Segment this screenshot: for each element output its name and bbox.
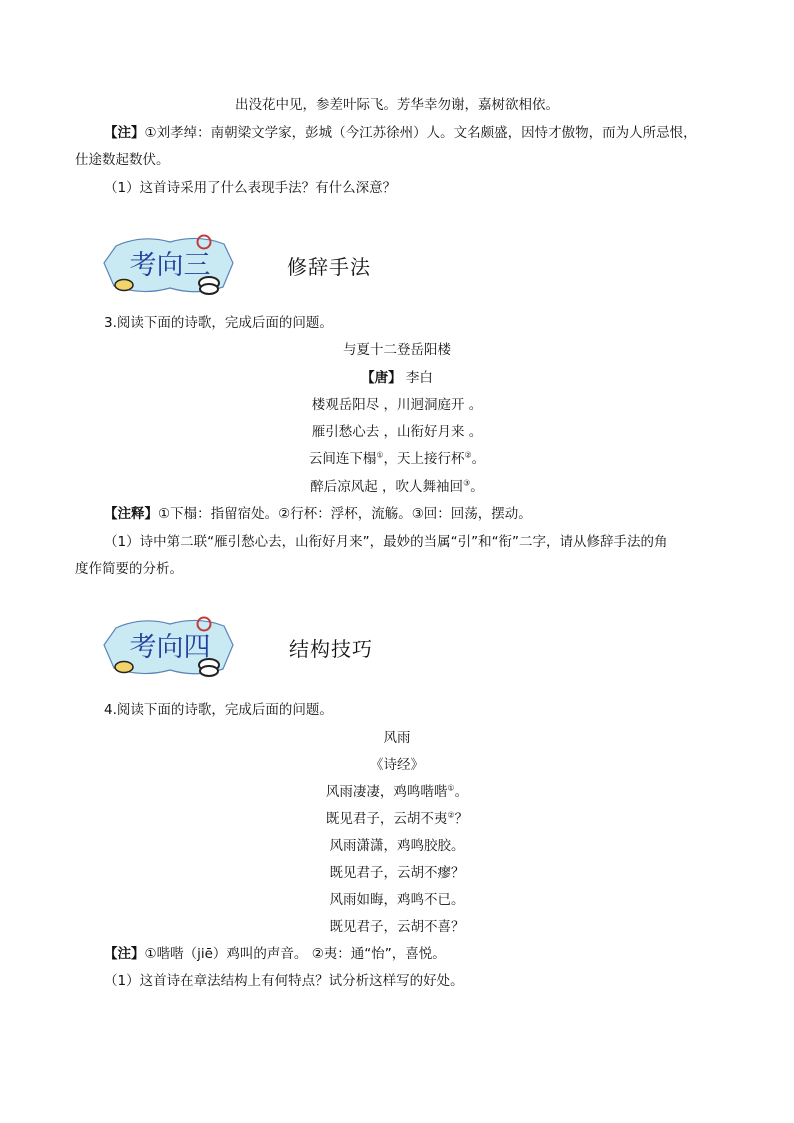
section-badge-3 — [102, 232, 237, 297]
poem-text: 。 — [471, 451, 486, 467]
note-label: 【注释】 — [104, 506, 158, 522]
footnote-mark: ① — [376, 450, 384, 460]
note-text: ①刘孝绰：南朝梁文学家，彭城（今江苏徐州）人。文名颇盛，因恃才傲物，而为人所忌恨， — [144, 125, 697, 141]
note — [104, 945, 446, 963]
footnote-mark: ③ — [463, 478, 471, 488]
poem-line — [0, 478, 794, 496]
stone-icon — [115, 280, 133, 291]
note — [104, 505, 532, 523]
badge-label: 考向四 — [129, 632, 211, 663]
note-text: ①喈喈（jiē）鸡叫的声音。 ②夷：通“怡”，喜悦。 — [144, 946, 446, 962]
poem-line: 楼观岳阳尽 ，川迥洞庭开 。 — [311, 397, 483, 413]
poem-text: 既见君子，云胡不夷 — [325, 811, 448, 827]
poem-title: 与夏十二登岳阳楼 — [343, 342, 451, 358]
note-continuation: 仕途数起数伏。 — [75, 152, 170, 168]
poem-text: 风雨凄凄，鸡鸣喈喈 — [325, 784, 448, 800]
poem-line — [0, 810, 794, 828]
footnote-mark: ② — [464, 450, 472, 460]
poem-text: 醉后凉风起 ，吹人舞袖回 — [310, 479, 464, 495]
poem-text: 。 — [454, 784, 469, 800]
poem-line: 风雨如晦，鸡鸣不已。 — [329, 892, 465, 908]
stone-icon — [115, 662, 133, 673]
question: （1）诗中第二联“雁引愁心去，山衔好月来”，最妙的当属“引”和“衔”二字，请从修辞手法的角 — [104, 534, 668, 550]
question: （1）这首诗采用了什么表现手法？有什么深意？ — [104, 180, 397, 196]
question-intro: 3.阅读下面的诗歌，完成后面的问题。 — [104, 315, 333, 331]
question-continuation: 度作简要的分析。 — [75, 561, 183, 577]
section-topic: 结构技巧 — [289, 637, 373, 661]
poem-line: 出没花中见，参差叶际飞。芳华幸勿谢，嘉树欲相依。 — [235, 97, 559, 113]
stone-icon — [200, 666, 218, 676]
question-intro: 4.阅读下面的诗歌，完成后面的问题。 — [104, 702, 333, 718]
section-topic: 修辞手法 — [287, 255, 371, 279]
poem-text: 。 — [470, 479, 484, 495]
note-label: 【注】 — [104, 946, 145, 962]
poem-line: 既见君子，云胡不瘳？ — [329, 865, 465, 881]
author-name: 李白 — [405, 370, 433, 386]
poem-author — [0, 369, 794, 387]
poem-line: 风雨潇潇，鸡鸣胶胶。 — [329, 838, 465, 854]
question: （1）这首诗在章法结构上有何特点？试分析这样写的好处。 — [104, 973, 464, 989]
note — [104, 124, 697, 142]
poem-text: ？ — [454, 811, 469, 827]
note-text: ①下榻：指留宿处。②行杯：浮杯，流觞。③回：回荡，摆动。 — [158, 506, 532, 522]
poem-line: 雁引愁心去 ，山衔好月来 。 — [311, 424, 483, 440]
dynasty: 【唐】 — [361, 370, 402, 386]
poem-text: ，天上接行杯 — [383, 451, 465, 467]
note-label: 【注】 — [104, 125, 145, 141]
section-badge-4 — [102, 614, 237, 679]
poem-text: 云间连下榻 — [308, 451, 377, 467]
poem-line — [0, 783, 794, 801]
poem-title: 风雨 — [383, 730, 411, 746]
poem-line: 既见君子，云胡不喜？ — [329, 919, 465, 935]
footnote-mark: ② — [447, 810, 455, 820]
poem-source: 《诗经》 — [370, 757, 424, 773]
stone-icon — [200, 284, 218, 294]
badge-label: 考向三 — [129, 250, 211, 281]
poem-line — [0, 450, 794, 468]
footnote-mark: ① — [447, 783, 455, 793]
